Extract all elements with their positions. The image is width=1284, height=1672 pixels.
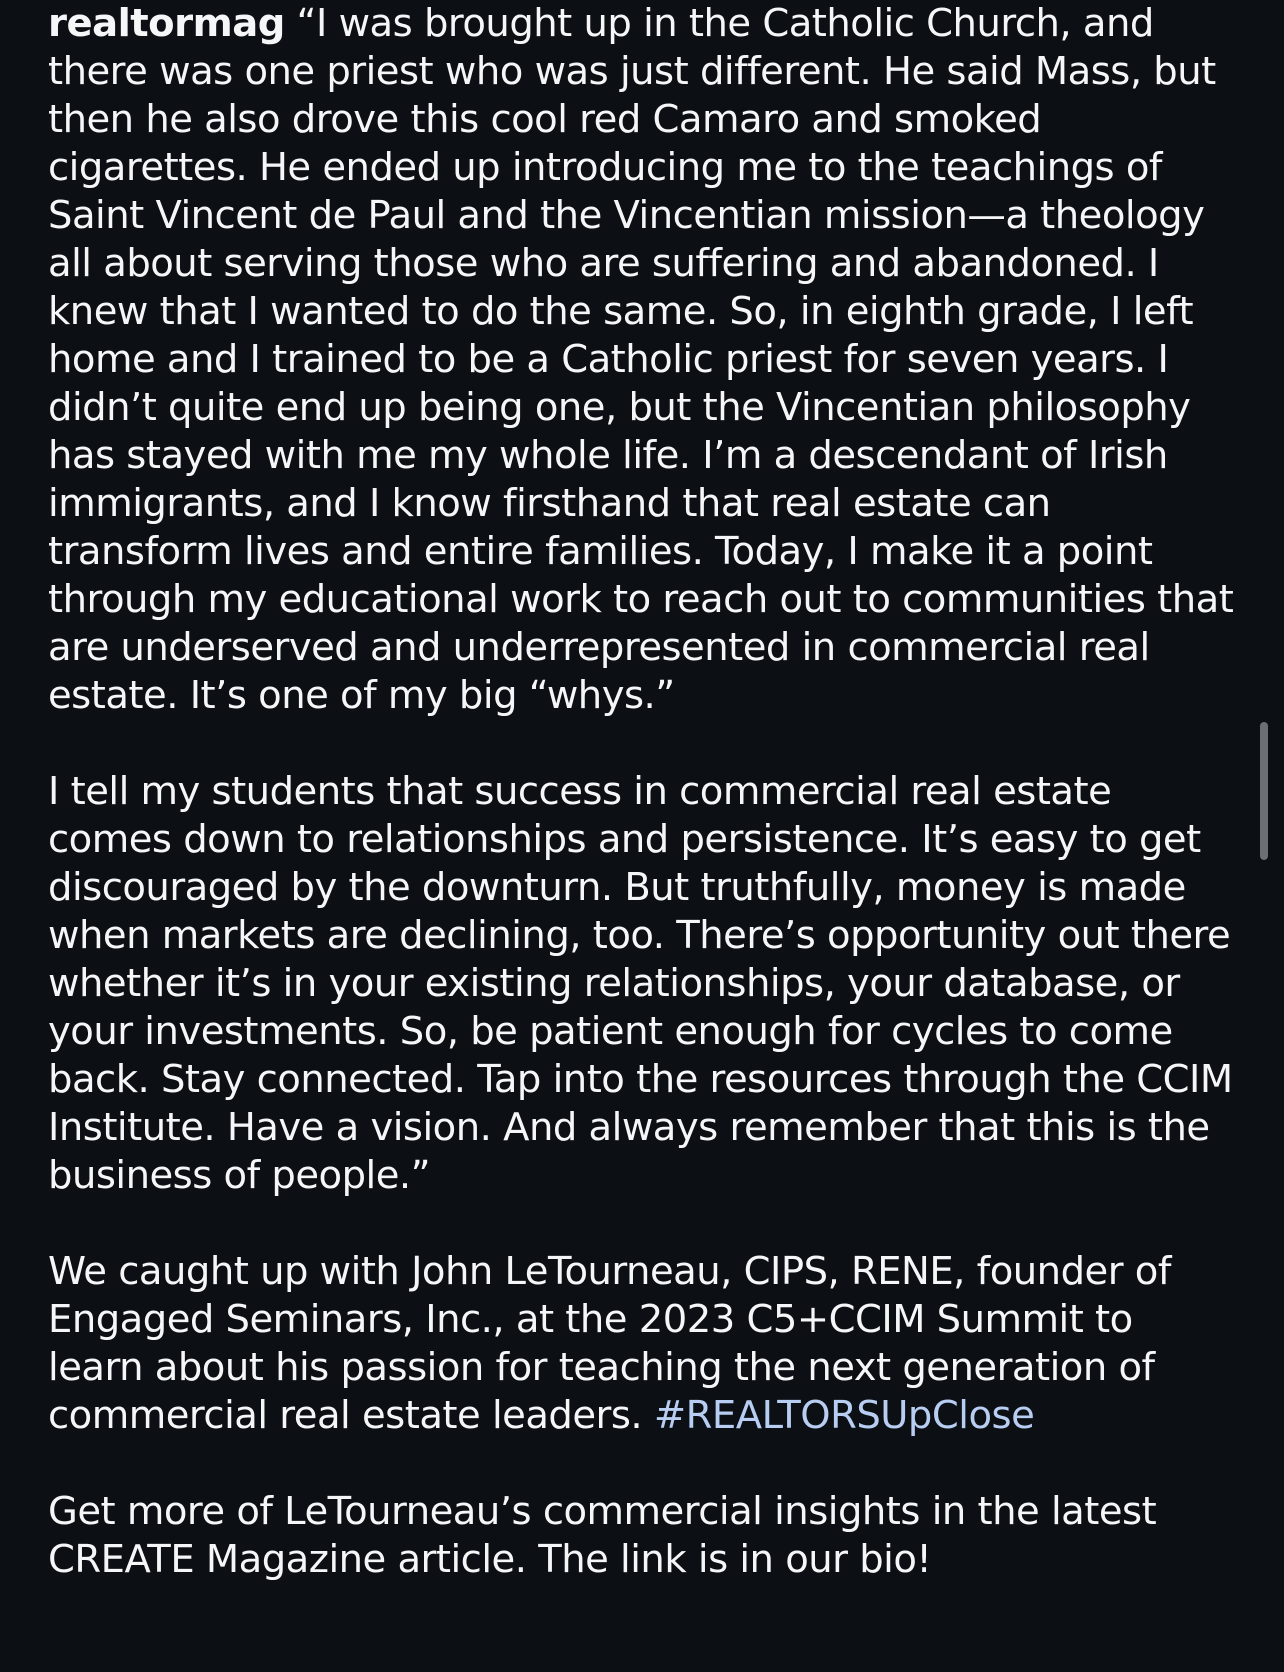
hashtag-link[interactable]: #REALTORSUpClose xyxy=(653,1393,1035,1438)
scrollbar-thumb[interactable] xyxy=(1260,722,1268,860)
caption-paragraph-1 xyxy=(48,0,1246,720)
caption-paragraph-2 xyxy=(48,768,1245,1200)
caption-text-2: I tell my students that success in commercial real estate comes down to relationships and persistence. It’s easy to get discouraged by the downturn. But truthfully, money is made when markets are declining, too. There’s opportunity out there whether it’s in your existing relationships, your database, or your investments. So, be patient enough for cycles to come back. Stay connected. Tap into the resources through the CCIM Institute. Have a vision. And always remember that this is the business of people.” xyxy=(48,769,1245,1198)
post-caption xyxy=(48,0,1246,1632)
caption-text-1: “I was brought up in the Catholic Church, and there was one priest who was just different. He said Mass, but then he also drove this cool red Camaro and smoked cigarettes. He ended up introducing me to the teachings of Saint Vincent de Paul and the Vincentian mission—a theology all about serving those who are suffering and abandoned. I knew that I wanted to do the same. So, in eighth grade, I left home and I trained to be a Catholic priest for seven years. I didn’t quite end up being one, but the Vincentian philosophy has stayed with me my whole life. I’m a descendant of Irish immigrants, and I know firsthand that real estate can transform lives and entire families. Today, I make it a point through my educational work to reach out to communities that are underserved and underrepresented in commercial real estate. It’s one of my big “whys.” xyxy=(48,1,1246,718)
username-link[interactable]: realtormag xyxy=(48,1,285,46)
caption-text-3: We caught up with John LeTourneau, CIPS, RENE, founder of Engaged Seminars, Inc., at the 2023 C5+CCIM Summit to learn about his passion for teaching the next generation of commercial real estate leaders. xyxy=(48,1249,1183,1438)
caption-text-4: Get more of LeTourneau’s commercial insights in the latest CREATE Magazine article. The link is in our bio! xyxy=(48,1489,1168,1582)
caption-paragraph-3 xyxy=(48,1248,1238,1440)
caption-paragraph-4 xyxy=(48,1488,1238,1584)
